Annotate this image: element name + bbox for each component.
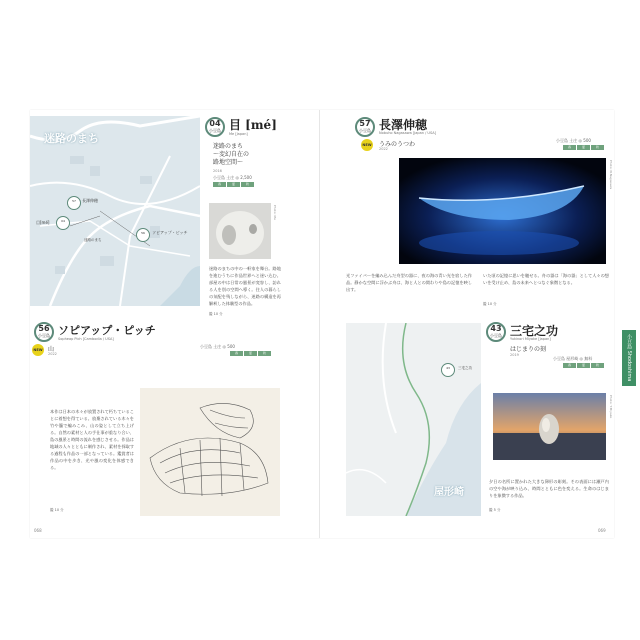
work-year-57: 2022 — [379, 147, 388, 151]
photo-credit-04: Photo: Me — [273, 205, 277, 220]
work-number-badge-57: 57 小豆島 — [355, 117, 375, 137]
artist-name-04: 目 [mé] — [229, 118, 277, 132]
map-label-yakata: 屋形崎 — [434, 487, 464, 498]
season-tag: 秋 — [258, 351, 271, 356]
map-pin-57[interactable]: 57 — [67, 196, 81, 210]
work-meta-57: 小豆島 土庄 ◎ 500 — [556, 138, 591, 143]
artist-en-43: Yukinori Miyake [Japan] — [510, 337, 551, 341]
map-label-nagasawa: 長澤伸穂 — [82, 198, 98, 203]
work-body-57-right: いた頃の記憶に思いを馳せる。舟の器は「海の器」として人々の想いを受け止め、島の未来へとつなぐ象徴となる。 — [483, 273, 609, 285]
photo-credit-43: Photo: Y.Miyake — [609, 395, 613, 419]
season-tag: 秋 — [591, 363, 604, 368]
artist-en-56: Sopheap Pich [Cambodia / USA] — [58, 337, 114, 341]
map-label-me-area: 迷路のまち — [84, 238, 102, 242]
map-label-miyake: 三宅之功 — [458, 366, 472, 370]
season-tag: 春 — [563, 145, 576, 150]
season-tag: 秋 — [591, 145, 604, 150]
artist-en-57: Nobuho Nagasawa [Japan / USA] — [379, 131, 437, 135]
right-map — [346, 323, 481, 516]
season-tags-56 — [230, 351, 271, 357]
artist-name-43: 三宅之功 — [510, 324, 559, 338]
photo-credit-57: Photo: N.Nagasawa — [609, 160, 613, 190]
work-number-badge-04: 04 小豆島 — [205, 117, 225, 137]
season-tags-57 — [563, 145, 604, 151]
artist-name-57: 長澤伸穂 — [379, 118, 428, 132]
page-number-left: 068 — [34, 528, 42, 533]
artist-en-04: Me [Japan] — [229, 132, 248, 136]
page-number-right: 069 — [598, 528, 606, 533]
season-tag: 春 — [213, 182, 226, 187]
photo-me-interior — [209, 203, 271, 259]
new-badge-56: NEW — [32, 344, 44, 356]
map-label-sopiap: ソピアップ・ピッチ — [152, 230, 188, 235]
work-number-badge-43: 43 小豆島 — [486, 322, 506, 342]
work-foot-04: 鑑 10 分 — [209, 312, 223, 316]
photo-umi-no-utsuwa — [399, 158, 606, 264]
artist-name-56: ソピアップ・ピッチ — [58, 324, 156, 337]
left-map — [30, 116, 200, 306]
season-tag: 春 — [563, 363, 576, 368]
photo-hajimari-no-toki — [493, 393, 606, 460]
season-tag: 春 — [230, 351, 243, 356]
map-pin-43[interactable]: 43 — [441, 363, 455, 377]
map-pin-04[interactable]: 04 — [56, 216, 70, 230]
page-gutter — [319, 110, 320, 538]
work-meta-43: 小豆島 屋形崎 ◎ 無料 — [553, 356, 593, 361]
map-pin-56[interactable]: 56 — [136, 228, 150, 242]
photo-sopiap-sketch — [140, 388, 280, 516]
section-side-tab[interactable]: 小豆島 Shodoshima — [622, 330, 636, 386]
work-foot-57: 鑑 10 分 — [483, 302, 497, 306]
work-body-43: 夕日の名所に置かれた大きな卵形の彫刻。その表面には瀬戸内の空や海が映り込み、時間とともに色を変える。生命のはじまりを象徴する作品。 — [489, 479, 609, 498]
work-body-57-left: 光ファイバーを編み込んだ舟型の器に、夜の海の青い光を宿した作品。静かな空間に浮かぶ舟は、海と人との関わりや島の記憶を映し出す。 — [346, 273, 472, 292]
work-title-43: はじまりの刻 — [510, 346, 547, 353]
work-foot-56: 鑑 10 分 — [50, 508, 64, 512]
left-map-title: 迷路のまち — [44, 132, 99, 145]
new-badge-57: NEW — [361, 139, 373, 151]
work-year-56: 2022 — [48, 352, 57, 356]
work-meta-56: 小豆島 土庄 ◎ 500 — [200, 344, 235, 349]
work-meta-04: 小豆島 土庄 ◎ 2,500 — [213, 175, 252, 180]
season-tag: 夏 — [577, 145, 590, 150]
season-tag: 秋 — [241, 182, 254, 187]
season-tags-04 — [213, 182, 254, 188]
work-title-57: うみのうつわ — [379, 141, 416, 148]
season-tags-43 — [563, 363, 604, 369]
season-tag: 夏 — [244, 351, 257, 356]
season-tag: 夏 — [227, 182, 240, 187]
map-label-me: 目[mé] — [36, 220, 50, 225]
season-tag: 夏 — [577, 363, 590, 368]
work-number-badge-56: 56 小豆島 — [34, 322, 54, 342]
work-year-04: 2016 — [213, 169, 222, 173]
work-body-56: 本作は日本の木々が放置されて朽ちていることに着想を得ている。放棄されている木々を竹や籐で編みこみ、山の姿として立ち上げる。自然の素材と人の手仕事が重なり合い、島の風景と時間の流れを感じさせる。作品は地域の人々とともに制作され、素材を採取する過程も作品の一部となっている。鑑賞者は作品の中を歩き、光や風の変化を体感できる。 — [50, 409, 134, 470]
work-year-43: 2019 — [510, 353, 519, 357]
work-title-56: 山 — [48, 346, 55, 353]
work-foot-43: 鑑 5 分 — [489, 508, 501, 512]
work-body-04: 迷路のまちの中の一軒家を舞台。路地を進むうちに作品世界へと迷い込む。部屋の中は日常の風景が変容し、訪れる人を別の空間へ導く。住人の暮らしの気配を残しながら、迷路の構造を再解釈した体験型の作品。 — [209, 266, 281, 306]
work-title-04: 迷路のまち 〜変幻自在の 路地空間〜 — [213, 143, 250, 166]
